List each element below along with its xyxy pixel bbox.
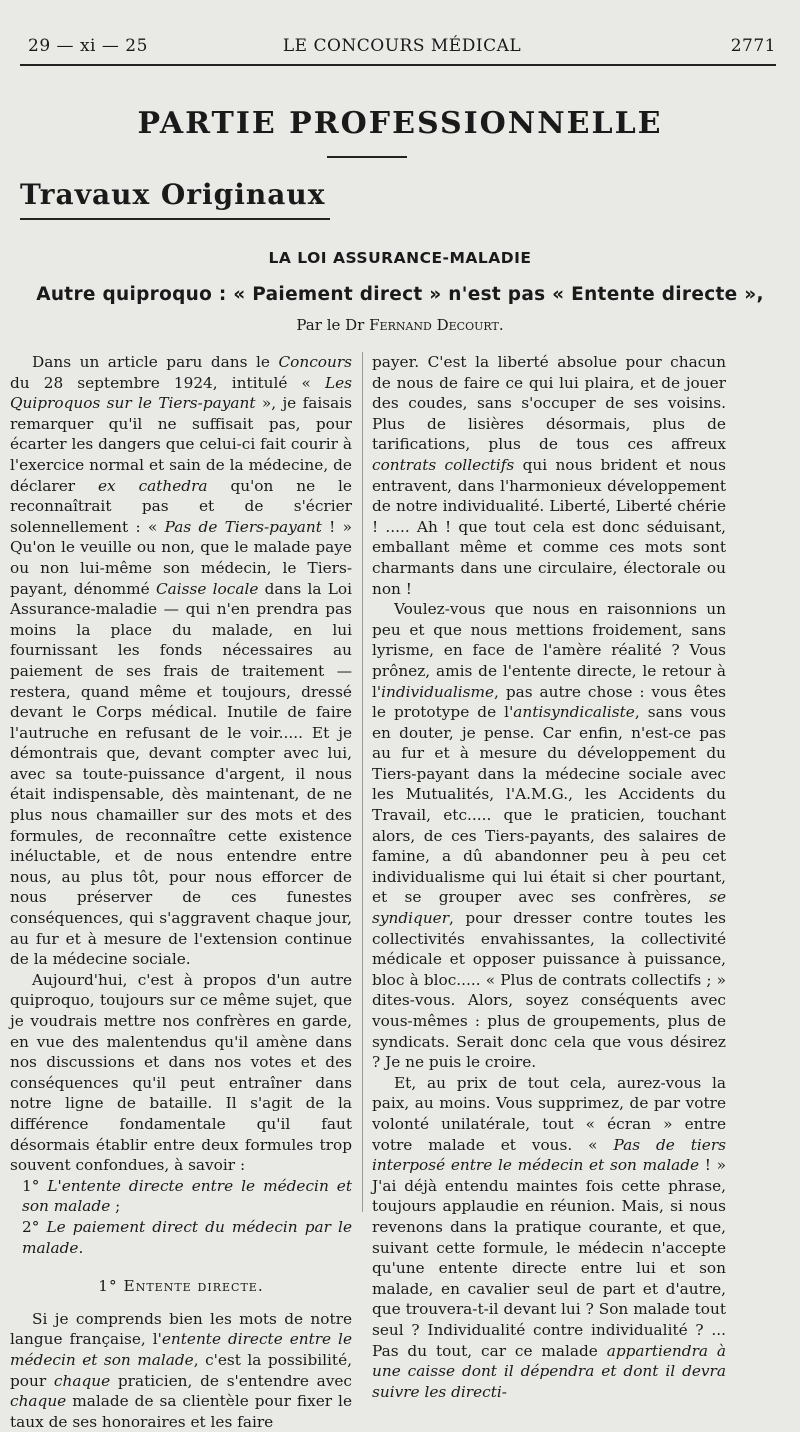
article-subtitle: Autre quiproquo : « Paiement direct » n'est pas « Entente directe », xyxy=(36,284,764,305)
right-column xyxy=(372,352,726,1402)
author-name: Fernand Decourt. xyxy=(369,316,504,334)
byline-prefix: Par le Dr xyxy=(296,316,365,334)
running-head xyxy=(28,36,776,58)
journal-name: LE CONCOURS MÉDICAL xyxy=(282,36,522,56)
left-column xyxy=(10,352,352,1432)
paragraph: Et, au prix de tout cela, aurez-vous la paix, au moins. Vous supprimez, de par votre volonté unilatérale, tout « écran » entre votre malade et vous. « Pas de tiers interposé entre le médecin et son malade ! » J'ai déjà entendu maintes fois cette phrase, toujours applaudie en réunion. Mais, si nous revenons dans la pratique courante, et que, suivant cette formule, le médecin n'accepte qu'une entente directe entre lui et son malade, en cavalier seul de part et d'autre, que trouvera-t-il devant lui ? Son malade tout seul ? Individualité contre individualité ? ... Pas du tout, car ce malade appartiendra à une caisse dont il dépendra et dont il devra suivre les directi- xyxy=(372,1073,726,1401)
section-title: PARTIE PROFESSIONNELLE xyxy=(137,106,663,141)
subsection-title: Travaux Originaux xyxy=(20,178,326,211)
list-item: 2° Le paiement direct du médecin par le malade. xyxy=(22,1217,352,1257)
paragraph: Voulez-vous que nous en raisonnions un peu et que nous mettions froidement, sans lyrisme, en face de l'amère réalité ? Vous prônez, amis de l'entente directe, le retour à l'individualisme, pas autre chose : vous êtes le prototype de l'antisyndicaliste, sans vous en douter, je pense. Car enfin, n'est-ce pas au fur et à mesure du développement du Tiers-payant dans la médecine sociale avec les Mutualités, l'A.M.G., les Accidents du Travail, etc..... que le praticien, touchant alors, de ces Tiers-payants, des salaires de famine, a dû abandonner peu à peu cet individualisme qui lui était si cher pourtant, et se grouper avec ses confrères, se syndiquer, pour dresser contre toutes les collectivités envahissantes, la collectivité médicale et opposer puissance à puissance, bloc à bloc..... « Plus de contrats collectifs ; » dites-vous. Alors, soyez conséquents avec vous-mêmes : plus de groupements, plus de syndicats. Serait donc cela que vous désirez ? Je ne puis le croire. xyxy=(372,600,726,1072)
header-rule xyxy=(20,64,776,66)
article-title: LA LOI ASSURANCE-MALADIE xyxy=(268,249,532,267)
page-number: 2771 xyxy=(730,36,776,56)
list-item: 1° L'entente directe entre le médecin et son malade ; xyxy=(22,1176,352,1216)
section-heading: 1° Entente directe. xyxy=(98,1277,264,1296)
paragraph: Aujourd'hui, c'est à propos d'un autre quiproquo, toujours sur ce même sujet, que je voudrais mettre nos confrères en garde, en vue des malentendus qu'il amène dans nos discussions et dans nos votes et des conséquences qu'il peut entraîner dans notre ligne de bataille. Il s'agit de la différence fondamentale qu'il faut désormais établir entre deux formules trop souvent confondues, à savoir : xyxy=(10,970,352,1175)
paragraph: payer. C'est la liberté absolue pour chacun de nous de faire ce qui lui plaira, et de jouer des coudes, sans s'occuper de ses voisins. Plus de lisières désormais, plus de tarifications, plus de tous ces affreux contrats collectifs qui nous brident et nous entravent, dans l'harmonieux développement de notre individualité. Liberté, Liberté chérie ! ..... Ah ! que tout cela est donc séduisant, emballant même et comme ces mots sont charmants dans une circulaire, électorale ou non ! xyxy=(372,353,726,598)
paragraph: Si je comprends bien les mots de notre langue française, l'entente directe entre le médecin et son malade, c'est la possibilité, pour chaque praticien, de s'entendre avec chaque malade de sa clientèle pour fixer le taux de ses honoraires et les faire xyxy=(10,1309,352,1431)
subsection-rule xyxy=(20,218,330,220)
section-rule xyxy=(327,156,407,158)
issue-date: 29 — xi — 25 xyxy=(28,36,148,56)
byline xyxy=(0,316,800,334)
paragraph: Dans un article paru dans le Concours du 28 septembre 1924, intitulé « Les Quiproquos sur le Tiers-payant », je faisais remarquer qu'il ne suffisait pas, pour écarter les dangers que celui-ci fait courir à l'exercice normal et sain de la médecine, de déclarer ex cathedra qu'on ne le reconnaîtrait pas et de s'écrier solennellement : « Pas de Tiers-payant ! » Qu'on le veuille ou non, que le malade paye ou non lui-même son médecin, le Tiers-payant, dénommé Caisse locale dans la Loi Assurance-maladie — qui n'en prendra pas moins la place du malade, en lui fournissant les fonds nécessaires au paiement de ses frais de traitement — restera, quand même et toujours, dressé devant le Corps médical. Inutile de faire l'autruche en refusant de le voir..... Et je démontrais que, devant compter avec lui, avec sa toute-puissance d'argent, il nous était indispensable, dès maintenant, de ne plus nous chamailler sur des mots et des formules, de reconnaître cette existence inéluctable, et de nous entendre entre nous, au plus tôt, pour nous efforcer de nous préserver de ces funestes conséquences, qui s'aggravent chaque jour, au fur et à mesure de l'extension continue de la médecine sociale. xyxy=(10,353,353,969)
column-divider xyxy=(362,352,363,1212)
